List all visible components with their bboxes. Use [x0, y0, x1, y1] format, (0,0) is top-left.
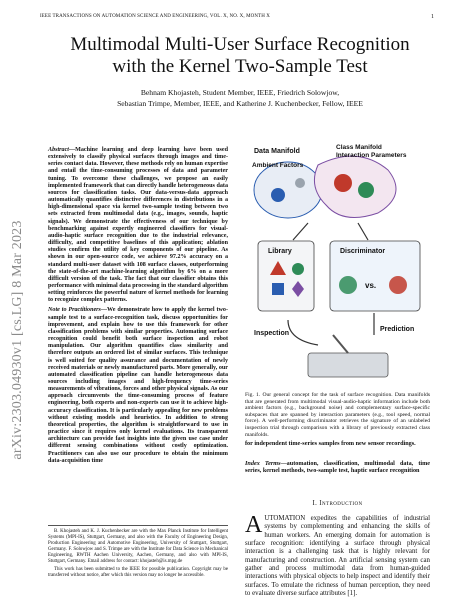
running-header: IEEE TRANSACTIONS ON AUTOMATION SCIENCE AND ENGINEERING, VOL. X, NO. X, MONTH X	[40, 14, 270, 19]
title-line-1: Multimodal Multi-User Surface Recognition	[70, 34, 410, 55]
label-data-manifold: Data Manifold	[254, 148, 300, 155]
label-library: Library	[268, 248, 292, 255]
page-number: 1	[431, 14, 434, 20]
label-interaction-parameters: Interaction Parameters	[336, 152, 407, 159]
surface-green-icon	[358, 182, 374, 198]
note-continuation: for independent time-series samples from new sensor recordings.	[245, 440, 416, 447]
title-line-2: with the Kernel Two-Sample Test	[112, 56, 368, 77]
arrow-to-library	[293, 223, 308, 240]
library-square-icon	[272, 283, 284, 295]
arrow-to-discriminator	[358, 223, 368, 240]
arxiv-stamp	[6, 160, 30, 530]
index-terms	[245, 460, 430, 475]
introduction-paragraph	[245, 512, 430, 598]
probe-tool-icon	[333, 335, 348, 353]
label-class-manifold: Class Manifold	[336, 144, 382, 151]
inspection-surface	[308, 353, 388, 377]
ambient-factor-icon	[271, 188, 285, 202]
note-text: —We demonstrate how to apply the kernel two-sample test to a surface-recognition task, discuss opportunities for improvement, and explain how to use this framework for other classification problems with similar properties. Automating surface recognition could benefit both surface inspection and robot manipulation. Our algorithm quantifies class similarity and therefore outputs an ordered list of similar surfaces. This technique is well suited for quality assurance and documentation of newly received materials or newly manufactured parts. More generally, our automated classification pipeline can handle heterogeneous data sources including images and high-frequency time-series measurements of vibrations, forces and other physical signals. As our approach circumvents the time-consuming process of feature engineering, both experts and non-experts can use it to achieve high-accuracy classification. It is particularly appealing for new problems without existing models and heuristics. In addition to strong theoretical properties, the algorithm is straightforward to use in practice since it requires only kernel evaluations. Its transparent architecture can provide fast insights into the given use case under different sensing combinations without costly optimization. Practitioners can also use our procedure to obtain the minimum data-acquisition time	[48, 307, 228, 464]
author-list	[40, 87, 440, 109]
label-prediction: Prediction	[380, 326, 415, 333]
figure-caption: Fig. 1. Our general concept for the task of surface recognition. Data manifolds that are generated from multimodal visual-audio-haptic information include both ambient factors (e.g., background noise) and complementary surface-specific subspaces that are spanned by interaction parameters (e.g., tool speed, normal force). A well-performing discriminator retrieves the signature of an unlabeled inspection trial through comparison with a library of previously extracted class manifolds.	[245, 392, 430, 438]
introduction-text: UTOMATION expedites the capabilities of industrial systems by complementing and enhancing the skills of human workers. An emerging domain for automation is surface recognition: identifying a surface through physical interaction is a challenging task that is highly relevant for manufacturing and construction. An artificial sensing system can gather and process multimodal data from human-guided interactions with physical objects to help inspect and identify their surfaces. To emulate the richness of human perception, they need to evaluate diverse surface attributes [1].	[245, 515, 430, 598]
footnotes	[48, 525, 228, 580]
abstract-text: —Machine learning and deep learning have been used extensively to classify physical surfaces through images and time-series contact data. However, these methods rely on human expertise and entail the time-consuming processes of data and parameter tuning. To overcome these challenges, we propose an easily implemented framework that can directly handle heterogeneous data sources for classification tasks. Our data-versus-data approach automatically quantifies distinctive differences in distributions in a high-dimensional space via kernel two-sample testing between two sets extracted from multimodal data (e.g., images, sounds, haptic signals). We demonstrate the effectiveness of our technique by benchmarking against expertly engineered classifiers for visual-audio-haptic surface recognition due to the industrial relevance, difficulty, and competitive baselines of this application; ablation studies confirm the utility of key components of our pipeline. As shown in our open-source code, we achieve 97.2% accuracy on a standard multi-user dataset with 108 surface classes, outperforming the state-of-the-art machine-learning algorithm by 6% on a more difficult version of the task. The fact that our classifier obtains this performance with minimal data processing in the standard algorithm setting reinforces the powerful nature of kernel methods for learning to recognize complex patterns.	[48, 147, 228, 304]
footnote-copyright: This work has been submitted to the IEEE for possible publication. Copyright may be transferred without notice, after which this version may no longer be accessible.	[48, 566, 228, 578]
data-manifold-shape	[254, 162, 322, 218]
discriminator-sample-b	[389, 276, 407, 294]
surface-red-icon	[334, 174, 352, 192]
class-manifold-shape	[314, 156, 396, 217]
arxiv-identifier: arXiv:2303.04930v1 [cs.LG] 8 Mar 2023	[10, 220, 25, 460]
discriminator-sample-a	[339, 276, 357, 294]
index-terms-label: Index Terms	[245, 460, 281, 467]
footnote-affiliations: B. Khojasteh and K. J. Kuchenbecker are with the Max Planck Institute for Intelligent Systems (MPI-IS), Stuttgart, Germany, and also with the Faculty of Engineering Design, Production Engineering and Automotive Engineering, University of Stuttgart, Stuttgart, Germany. F. Solowjow and S. Trimpe are with the Institute for Data Science in Mechanical Engineering, RWTH Aachen University, Aachen, Germany, and also with MPI-IS, Stuttgart, Germany. Email address for contact: khojasteh@is.mpg.de	[48, 529, 228, 565]
label-vs: vs.	[365, 281, 377, 290]
library-circle-icon	[292, 263, 304, 275]
drop-cap: A	[245, 512, 263, 538]
abstract	[48, 147, 228, 304]
ambient-noise-icon	[295, 178, 305, 188]
authors-line-2: Sebastian Trimpe, Member, IEEE, and Katherine J. Kuchenbecker, Fellow, IEEE	[117, 99, 363, 108]
label-ambient-factors: Ambient Factors	[252, 162, 304, 169]
paper-title	[40, 34, 440, 78]
inspection-arrow	[288, 320, 318, 345]
concept-diagram	[248, 135, 428, 389]
left-column	[48, 147, 228, 465]
section-heading	[245, 500, 430, 507]
section-number: I.	[312, 500, 318, 507]
section-title: Introduction	[319, 500, 363, 507]
index-terms-text: —automation, classification, multimodal data, time series, kernel methods, two-sample test, haptic surface recognition	[245, 460, 430, 475]
note-to-practitioners	[48, 307, 228, 464]
figure-1	[248, 135, 428, 389]
note-label: Note to Practitioners	[48, 307, 101, 314]
authors-line-1: Behnam Khojasteh, Student Member, IEEE, Friedrich Solowjow,	[140, 88, 340, 97]
label-inspection: Inspection	[254, 330, 290, 337]
abstract-label: Abstract	[48, 147, 69, 153]
label-discriminator: Discriminator	[340, 248, 386, 255]
